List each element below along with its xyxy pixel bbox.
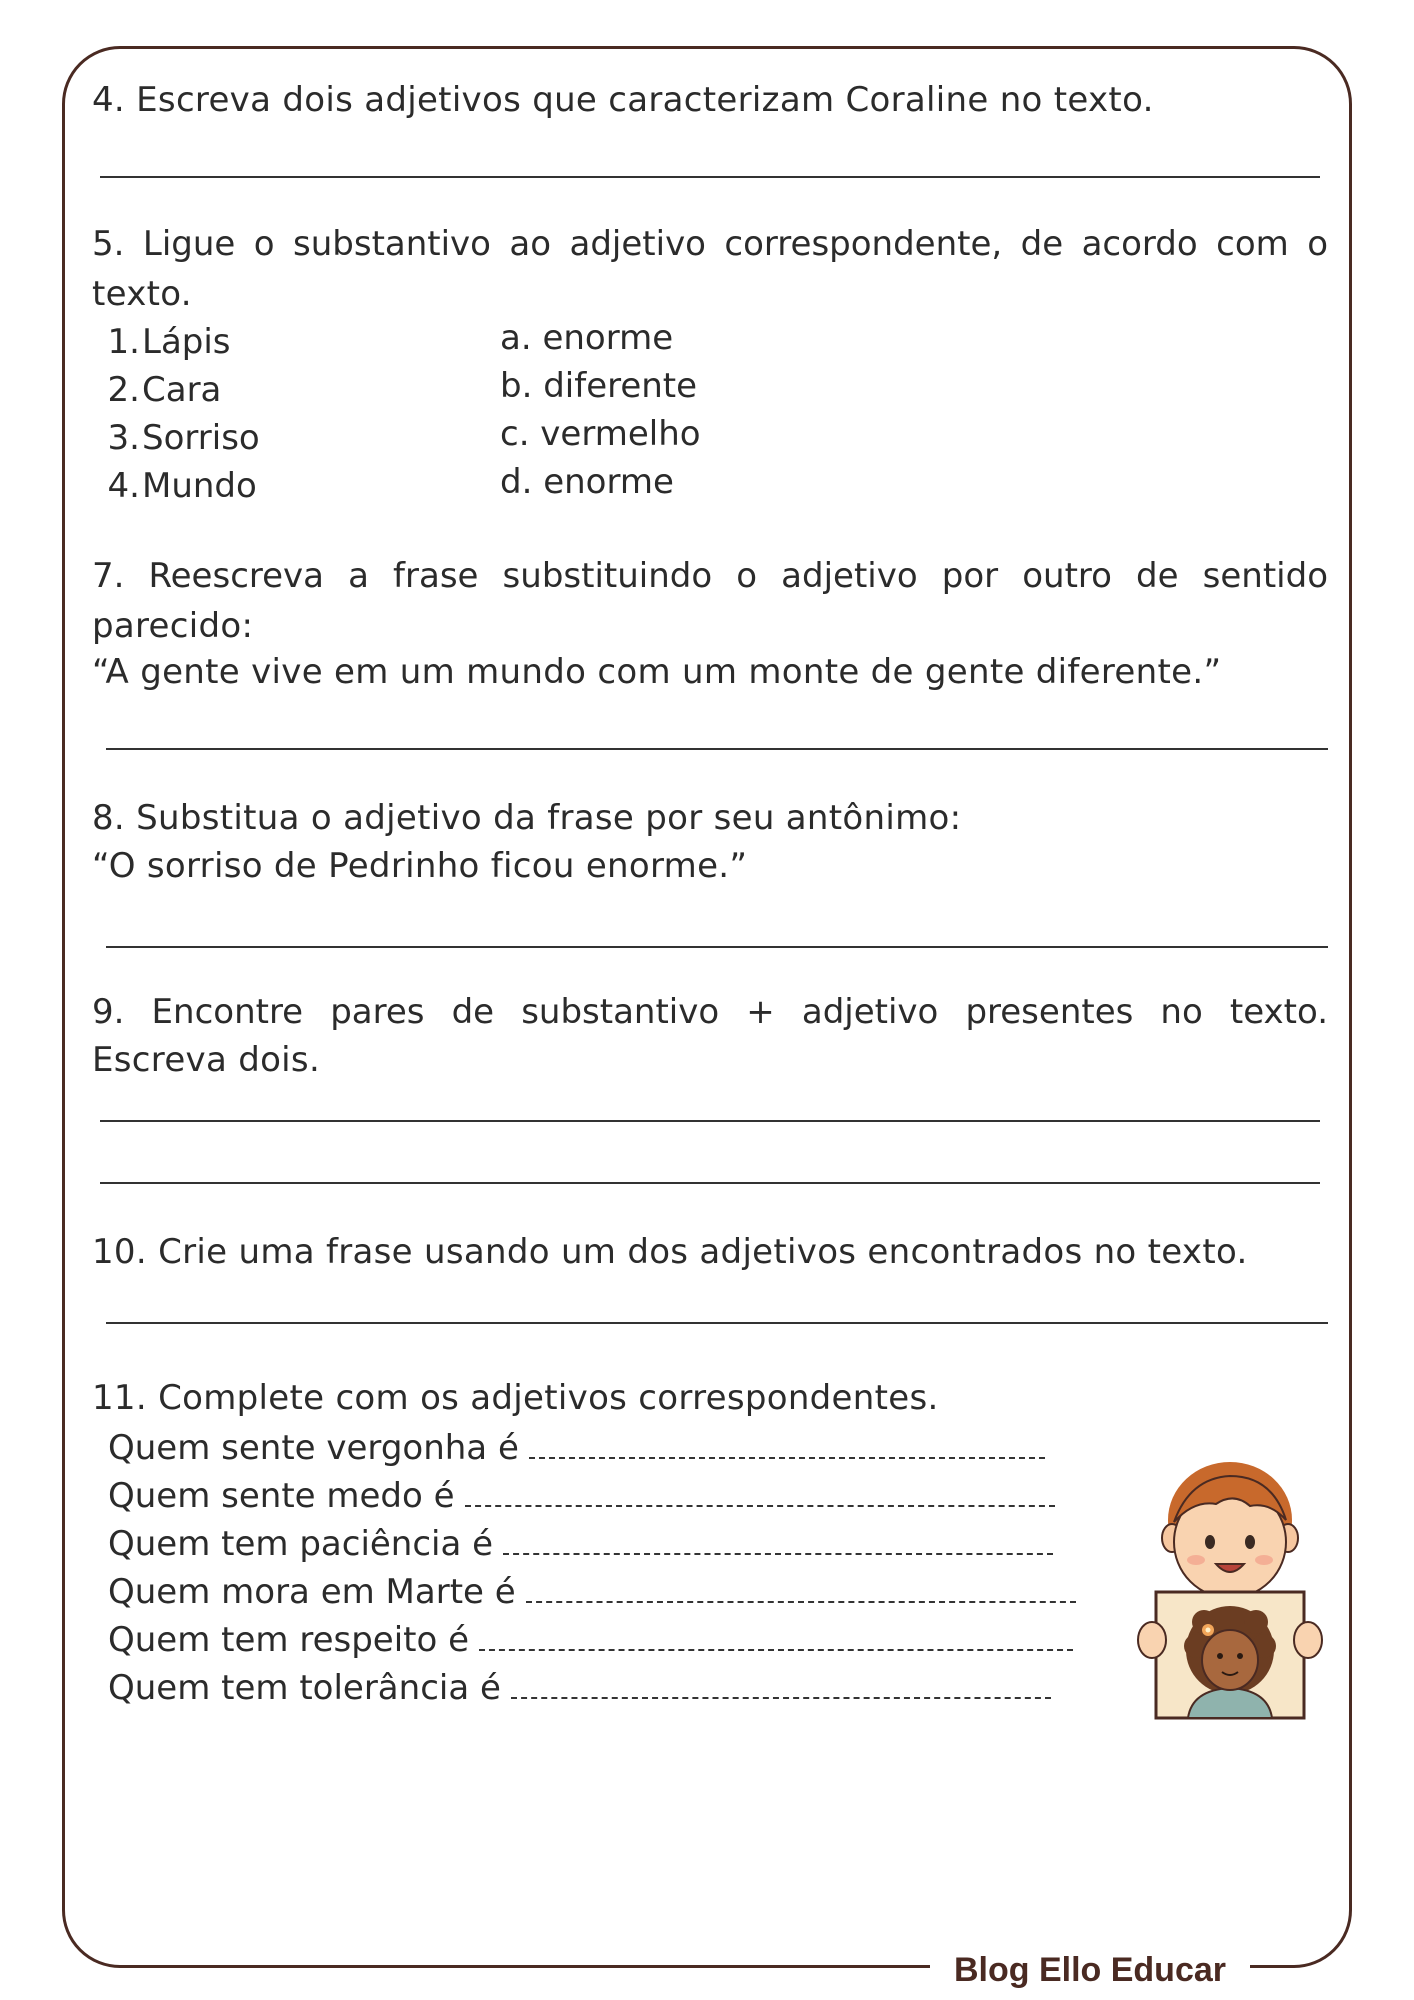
adjective-item: c. vermelho	[500, 414, 701, 454]
boy-holding-portrait-icon	[1130, 1450, 1330, 1730]
question-9-line2: Escreva dois.	[92, 1040, 321, 1080]
question-9-line1: 9. Encontre pares de substantivo + adjetivo presentes no texto.	[92, 992, 1328, 1032]
question-7-quote: “A gente vive em um mundo com um monte de gente diferente.”	[92, 652, 1222, 692]
noun-item: 3.Sorriso	[107, 418, 260, 458]
complete-item: Quem sente vergonha é	[108, 1424, 1045, 1472]
answer-line-q8[interactable]	[106, 946, 1328, 948]
complete-item: Quem tem tolerância é	[108, 1664, 1051, 1712]
question-5-line1: 5. Ligue o substantivo ao adjetivo correspondente, de acordo com o	[92, 224, 1328, 264]
question-5-line2: texto.	[92, 274, 192, 314]
noun-item: 1.Lápis	[107, 322, 231, 362]
adjective-item: b. diferente	[500, 366, 698, 406]
complete-blank[interactable]	[465, 1475, 1055, 1507]
question-8-quote: “O sorriso de Pedrinho ficou enorme.”	[92, 846, 748, 886]
complete-blank[interactable]	[526, 1571, 1076, 1603]
complete-blank[interactable]	[503, 1523, 1053, 1555]
footer-brand: Blog Ello Educar	[953, 1950, 1227, 1989]
question-10: 10. Crie uma frase usando um dos adjetivos encontrados no texto.	[92, 1232, 1248, 1272]
adjective-item: a. enorme	[500, 318, 674, 358]
complete-item: Quem tem paciência é	[108, 1520, 1053, 1568]
question-4: 4. Escreva dois adjetivos que caracterizam Coraline no texto.	[92, 80, 1154, 120]
question-11-title: 11. Complete com os adjetivos correspondentes.	[92, 1378, 939, 1418]
complete-blank[interactable]	[529, 1427, 1045, 1459]
question-7-line1: 7. Reescreva a frase substituindo o adjetivo por outro de sentido	[92, 556, 1328, 596]
noun-item: 4.Mundo	[107, 466, 257, 506]
complete-item: Quem mora em Marte é	[108, 1568, 1076, 1616]
question-7-line2: parecido:	[92, 606, 254, 646]
adjective-item: d. enorme	[500, 462, 674, 502]
answer-line-q9-a[interactable]	[100, 1120, 1320, 1122]
complete-item: Quem sente medo é	[108, 1472, 1055, 1520]
question-8-line1: 8. Substitua o adjetivo da frase por seu antônimo:	[92, 798, 962, 838]
noun-item: 2.Cara	[107, 370, 222, 410]
complete-item: Quem tem respeito é	[108, 1616, 1073, 1664]
answer-line-q4[interactable]	[100, 176, 1320, 178]
complete-blank[interactable]	[511, 1667, 1051, 1699]
answer-line-q10[interactable]	[106, 1322, 1328, 1324]
complete-blank[interactable]	[479, 1619, 1073, 1651]
answer-line-q7[interactable]	[106, 748, 1328, 750]
answer-line-q9-b[interactable]	[100, 1182, 1320, 1184]
